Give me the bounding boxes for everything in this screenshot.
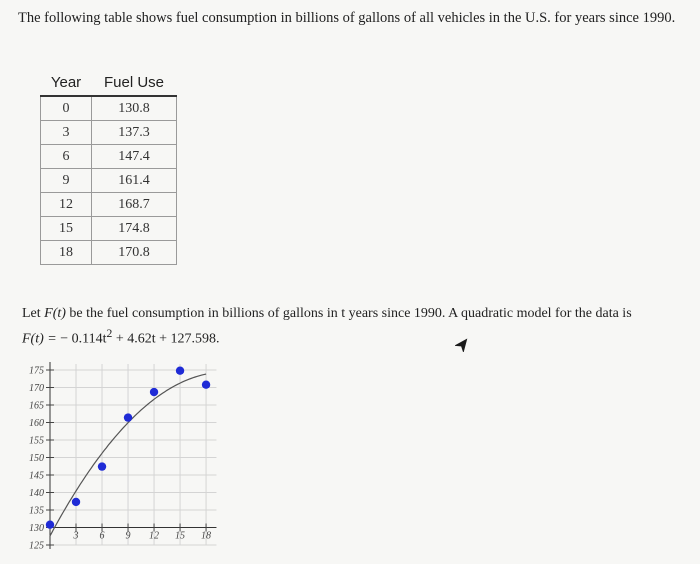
- equation-lhs: F(t) =: [22, 331, 61, 347]
- model-sentence-start: Let: [22, 306, 45, 321]
- fuel-cell: 170.8: [92, 241, 177, 265]
- year-cell: 12: [41, 193, 92, 217]
- intro-text: The following table shows fuel consumption in billions of gallons of all vehicles in the U.S. for years since 1990.: [18, 10, 676, 26]
- data-point: [124, 413, 132, 421]
- equation-rhs-a: − 0.114t: [60, 331, 107, 347]
- fuel-cell: 161.4: [92, 169, 177, 193]
- x-tick-label: 9: [125, 530, 131, 542]
- model-sentence-rest: be the fuel consumption in billions of gallons in t years since 1990. A quadratic model for the data is: [65, 306, 632, 321]
- data-point: [150, 388, 158, 396]
- y-tick-label: 175: [29, 365, 44, 377]
- x-tick-label: 15: [175, 530, 186, 542]
- y-tick-label: 125: [29, 540, 44, 552]
- equation-rhs-b: + 4.62t + 127.598.: [112, 331, 220, 347]
- fuel-cell: 174.8: [92, 217, 177, 241]
- x-tick-label: 12: [149, 530, 160, 542]
- table-header-row: [41, 69, 177, 96]
- table-row: [41, 145, 177, 169]
- data-point: [176, 367, 184, 375]
- x-tick-label: 6: [99, 530, 105, 542]
- y-tick-label: 165: [29, 400, 44, 412]
- fuel-cell: 147.4: [92, 145, 177, 169]
- year-cell: 6: [41, 145, 92, 169]
- table-row: [41, 169, 177, 193]
- table-row: [41, 217, 177, 241]
- function-name: F(t): [44, 306, 66, 321]
- year-cell: 3: [41, 121, 92, 145]
- table-row: [41, 193, 177, 217]
- equation-exponent: 2: [106, 327, 113, 340]
- fuel-cell: 137.3: [92, 121, 177, 145]
- data-point: [46, 521, 54, 529]
- fuel-table: [40, 69, 177, 265]
- scatter-plot: [0, 360, 240, 560]
- mouse-pointer-icon: [455, 336, 471, 352]
- table-row: [41, 241, 177, 265]
- header-year: Year: [41, 69, 92, 96]
- table-row: [41, 96, 177, 121]
- data-point: [202, 381, 210, 389]
- y-tick-label: 150: [29, 453, 44, 464]
- y-tick-label: 135: [29, 505, 44, 517]
- y-tick-label: 155: [29, 435, 44, 447]
- x-tick-label: 18: [201, 530, 212, 542]
- year-cell: 0: [41, 96, 92, 121]
- data-point: [98, 462, 106, 470]
- x-tick-label: 3: [73, 530, 79, 542]
- y-tick-label: 170: [29, 383, 44, 394]
- fuel-cell: 130.8: [92, 96, 177, 121]
- year-cell: 9: [41, 169, 92, 193]
- fuel-cell: 168.7: [92, 193, 177, 217]
- model-text: [22, 304, 692, 350]
- year-cell: 15: [41, 217, 92, 241]
- table-row: [41, 121, 177, 145]
- header-fuel-use: Fuel Use: [92, 69, 177, 96]
- y-tick-label: 130: [29, 523, 44, 534]
- y-tick-label: 160: [29, 418, 44, 429]
- year-cell: 18: [41, 241, 92, 265]
- data-point: [72, 498, 80, 506]
- y-tick-label: 145: [29, 470, 44, 482]
- y-tick-label: 140: [29, 488, 44, 499]
